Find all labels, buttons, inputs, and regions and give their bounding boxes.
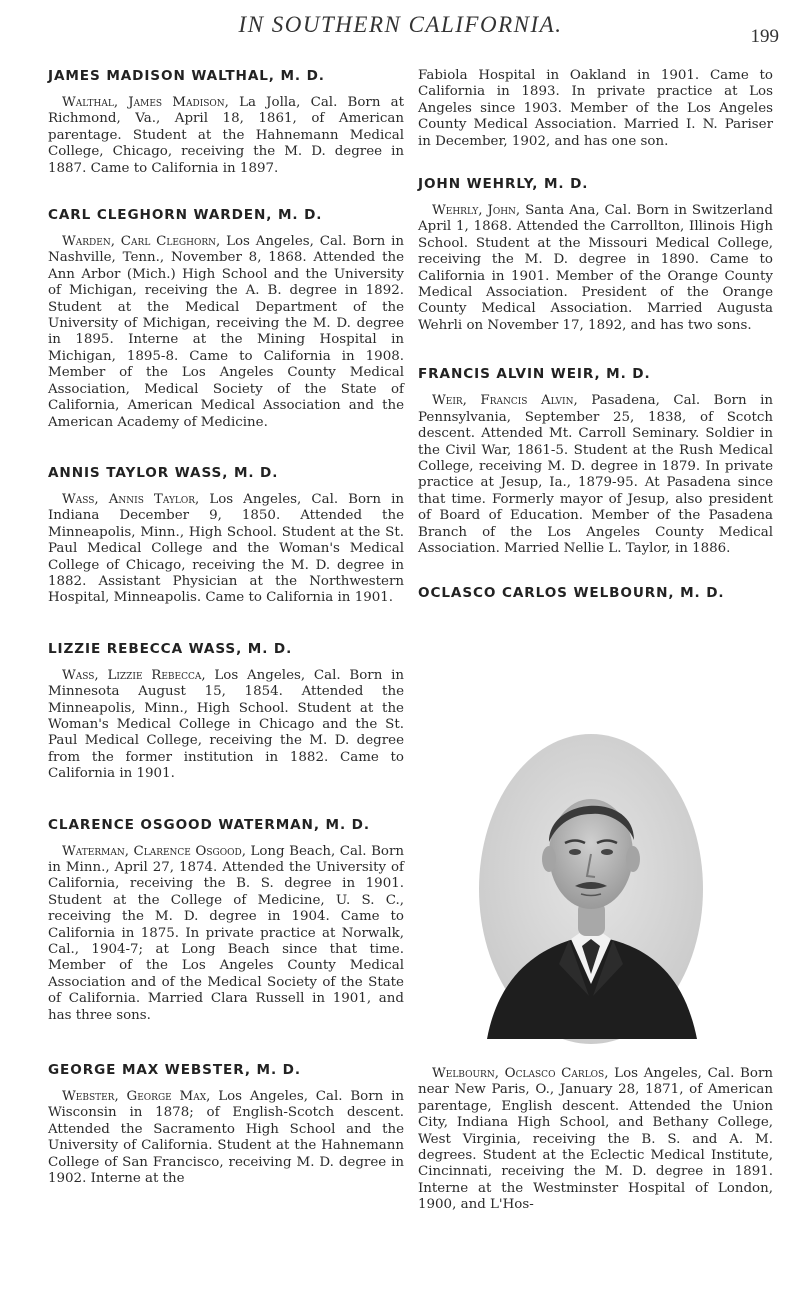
entry-body bbox=[48, 492, 404, 607]
entry-heading: CLARENCE OSGOOD WATERMAN, M. D. bbox=[48, 816, 370, 833]
entry-name: Wass, Lizzie Rebecca, bbox=[62, 667, 206, 683]
entry-name: Walthal, James Madison, bbox=[62, 95, 229, 110]
entry-annis-wass bbox=[48, 465, 404, 607]
entry-heading: LIZZIE REBECCA WASS, M. D. bbox=[48, 640, 293, 657]
entry-wehrly bbox=[418, 176, 773, 334]
entry-heading: CARL CLEGHORN WARDEN, M. D. bbox=[48, 207, 323, 224]
entry-name: Wass, Annis Taylor, bbox=[62, 491, 200, 507]
entry-heading-welbourn: OCLASCO CARLOS WELBOURN, M. D. bbox=[418, 585, 725, 602]
entry-name: Warden, Carl Cleghorn, bbox=[62, 234, 221, 250]
entry-body bbox=[48, 1089, 404, 1187]
entry-webster bbox=[48, 1062, 404, 1187]
entry-body bbox=[48, 234, 404, 431]
entry-name: Webster, George Max, bbox=[62, 1089, 211, 1105]
entry-warden bbox=[48, 207, 404, 431]
entry-text: La Jolla, Cal. Born at Richmond, Va., April 18, 1861, of American parentage. Student at the Hahnemann Medical College, Chicago, receiving the M. D. degree in 1887. Came to California in 1897. bbox=[48, 95, 404, 176]
entry-text: Los Angeles, Cal. Born near New Paris, O., January 28, 1871, of American parentage, English descent. Attended the Union City, Indiana High School, and Bethany College, West Virginia, receiving the B. S. and A. M. degrees. Student at the Eclectic Medical Institute, Cincinnati, receiving the M. D. degree in 1891. Interne at the Westminster Hospital of London, 1900, and L'Hos- bbox=[418, 1066, 773, 1213]
entry-heading: ANNIS TAYLOR WASS, M. D. bbox=[48, 464, 279, 481]
entry-body bbox=[48, 95, 404, 177]
portrait-photo-icon bbox=[479, 734, 704, 1044]
running-head: IN SOUTHERN CALIFORNIA. bbox=[238, 12, 563, 37]
entry-lizzie-wass bbox=[48, 641, 404, 783]
entry-text: Los Angeles, Cal. Born in Minnesota August 15, 1854. Attended the Minneapolis, Minn., High School. Student at the Woman's Medical College in Chicago and the St. Paul Medical College, receiving the M. D. degree from the former institution in 1882. Came to California in 1901. bbox=[48, 667, 404, 782]
entry-text: Santa Ana, Cal. Born in Switzerland April 1, 1868. Attended the Carrollton, Illinois High School. Student at the Missouri Medical College, receiving the M. D. degree in 1890. Came to California in 1901. Member of the Orange County Medical Association. President of the Orange County Medical Association. Married Augusta Wehrli on November 17, 1892, and has two sons. bbox=[418, 203, 773, 333]
portrait-photo bbox=[479, 734, 704, 1044]
entry-name: Waterman, Clarence Osgood, bbox=[62, 843, 246, 859]
entry-text: Los Angeles, Cal. Born in Wisconsin in 1878; of English-Scotch descent. Attended the Sacramento High School and the University of California. Student at the Hahnemann College of San Francisco, receiving M. D. degree in 1902. Interne at the bbox=[48, 1089, 404, 1187]
entry-text: Los Angeles, Cal. Born in Nashville, Tenn., November 8, 1868. Attended the Ann Arbor (Mich.) High School and the University of Michigan, receiving the A. B. degree in 1892. Student at the Medical Department of the University of Michigan, receiving the M. D. degree in 1895. Interne at the Mining Hospital in Michigan, 1895-8. Came to California in 1908. Member of the Los Angeles County Medical Association, Medical Society of the State of California, American Medical Association and the American Academy of Medicine. bbox=[48, 234, 404, 430]
entry-heading: JOHN WEHRLY, M. D. bbox=[418, 176, 589, 193]
entry-walthal bbox=[48, 68, 404, 177]
entry-name: Wehrly, John, bbox=[432, 203, 521, 219]
right-column bbox=[418, 68, 773, 612]
entry-heading: JAMES MADISON WALTHAL, M. D. bbox=[48, 68, 325, 84]
entry-heading: GEORGE MAX WEBSTER, M. D. bbox=[48, 1062, 301, 1079]
entry-webster-continued bbox=[418, 68, 773, 150]
page-number: 199 bbox=[750, 26, 779, 47]
entry-name: Welbourn, Oclasco Carlos, bbox=[432, 1066, 609, 1081]
entry-text: Long Beach, Cal. Born in Minn., April 27, 1874. Attended the University of California, receiving the B. S. degree in 1901. Student at the College of Medicine, U. S. C., receiving the M. D. degree in 1904. Came to California in 1875. In private practice at Norwalk, Cal., 1904-7; at Long Beach since that time. Member of the Los Angeles County Medical Association and of the Medical Society of the State of California. Married Clara Russell in 1901, and has three sons. bbox=[48, 843, 404, 1023]
entry-body: Fabiola Hospital in Oakland in 1901. Came to California in 1893. In private practice at Los Angeles since 1903. Member of the Los Angeles County Medical Association. Married I. N. Pariser in December, 1902, and has one son. bbox=[418, 68, 773, 149]
entry-waterman bbox=[48, 817, 404, 1024]
entry-welbourn bbox=[418, 1066, 773, 1214]
entry-body bbox=[418, 1066, 773, 1214]
entry-text: Pasadena, Cal. Born in Pennsylvania, September 25, 1838, of Scotch descent. Attended Mt. Carroll Seminary. Soldier in the Civil War, 1861-5. Student at the Rush Medical College, receiving M. D. degree in 1879. In private practice at Jesup, Ia., 1879-95. At Pasadena since that time. Formerly mayor of Jesup, also president of Board of Education. Member of the Pasadena Branch of the Los Angeles County Medical Association. Married Nellie L. Taylor, in 1886. bbox=[418, 393, 773, 556]
entry-body bbox=[48, 668, 404, 783]
entry-name: Weir, Francis Alvin, bbox=[432, 393, 578, 409]
entry-text: Los Angeles, Cal. Born in Indiana December 9, 1850. Attended the Minneapolis, Minn., High School. Student at the St. Paul Medical College and the Woman's Medical College of Chicago, receiving the M. D. degree in 1882. Assistant Physician at the Northwestern Hospital, Minneapolis. Came to California in 1901. bbox=[48, 491, 404, 606]
entry-heading: FRANCIS ALVIN WEIR, M. D. bbox=[418, 366, 651, 383]
entry-weir bbox=[418, 366, 773, 557]
entry-body bbox=[418, 203, 773, 334]
entry-body bbox=[418, 393, 773, 557]
entry-body bbox=[48, 844, 404, 1024]
left-column bbox=[48, 68, 404, 1218]
